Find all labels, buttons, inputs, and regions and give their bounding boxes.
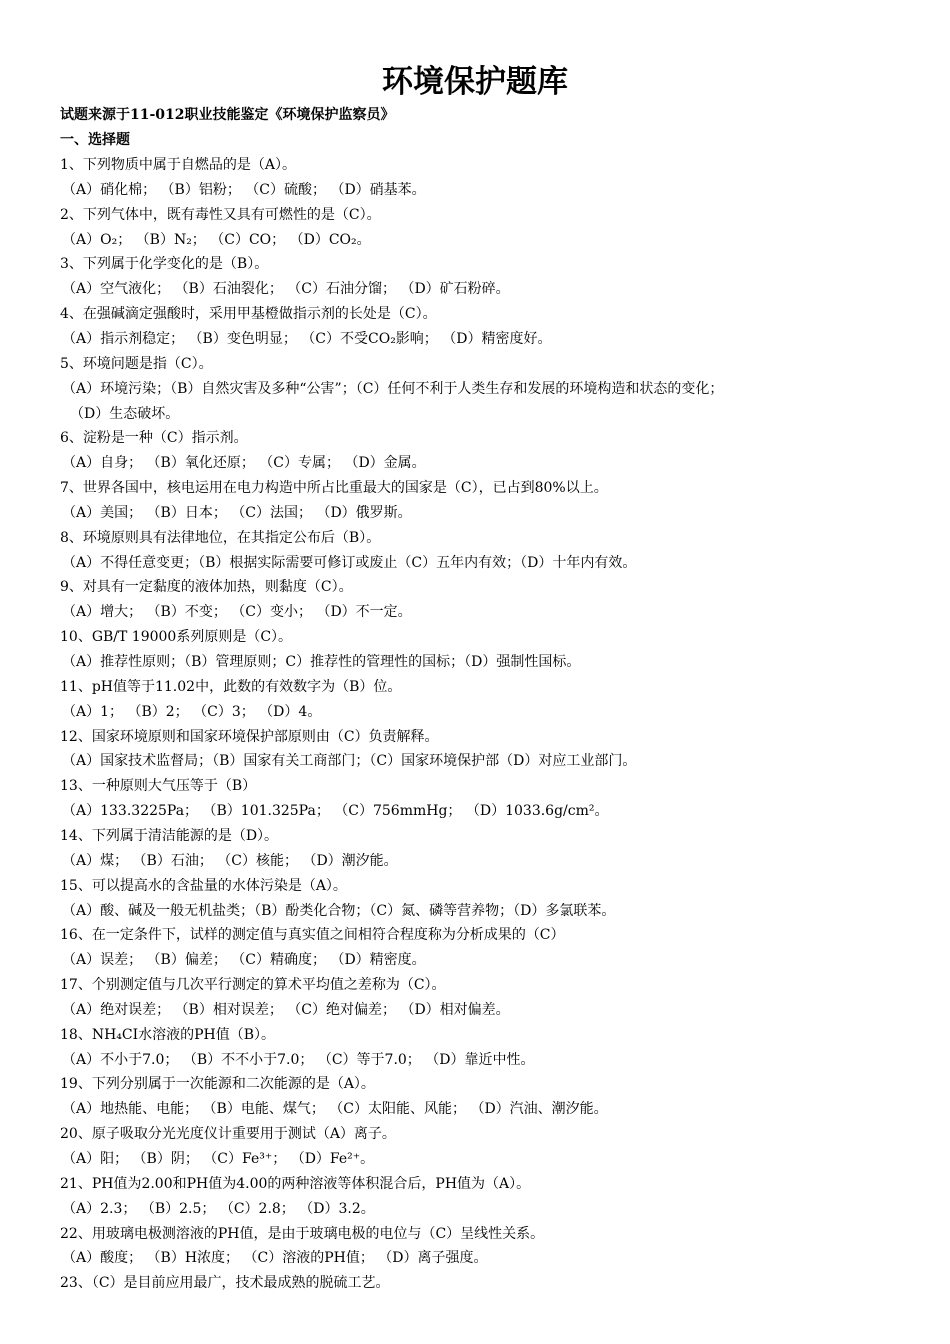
options-line: （A）误差； （B）偏差； （C）精确度； （D）精密度。 xyxy=(62,952,426,969)
question-line: 23、（C）是目前应用最广，技术最成熟的脱硫工艺。 xyxy=(60,1275,390,1292)
options-line: （A）指示剂稳定； （B）变色明显； （C）不受CO₂影响； （D）精密度好。 xyxy=(62,330,552,347)
options-line: （A）自身； （B）氧化还原； （C）专属； （D）金属。 xyxy=(62,455,426,472)
question-line: 21、PH值为2.00和PH值为4.00的两种溶液等体积混合后，PH值为（A）。 xyxy=(60,1175,531,1192)
question-line: 22、用玻璃电极测溶液的PH值，是由于玻璃电极的电位与（C）呈线性关系。 xyxy=(60,1225,545,1242)
question-line: 13、一种原则大气压等于（B） xyxy=(60,778,257,795)
options-line: （A）阳； （B）阴； （C）Fe³⁺； （D）Fe²⁺。 xyxy=(62,1151,375,1167)
source-line: 试题来源于11-012职业技能鉴定《环境保护监察员》 xyxy=(60,107,395,123)
options-line: （A）不小于7.0； （B）不不小于7.0； （C）等于7.0； （D）靠近中性。 xyxy=(62,1051,535,1068)
options-line: （A）不得任意变更；（B）根据实际需要可修订或废止（C）五年内有效；（D）十年内有效。 xyxy=(62,554,637,571)
question-line: 7、世界各国中，核电运用在电力构造中所占比重最大的国家是（C），已占到80%以上。 xyxy=(60,480,608,497)
question-line: 1、下列物质中属于自燃品的是（A）。 xyxy=(60,157,297,173)
question-line: 20、原子吸取分光光度仪计重要用于测试（A）离子。 xyxy=(60,1126,396,1143)
question-line: 9、对具有一定黏度的液体加热，则黏度（C）。 xyxy=(60,579,353,596)
question-line: 12、国家环境原则和国家环境保护部原则由（C）负责解释。 xyxy=(60,728,439,745)
question-line: 8、环境原则具有法律地位，在其指定公布后（B）。 xyxy=(60,529,381,546)
question-line: 16、在一定条件下，试样的测定值与真实值之间相符合程度称为分析成果的（C） xyxy=(60,927,565,944)
question-line: 17、个别测定值与几次平行测定的算术平均值之差称为（C）。 xyxy=(60,977,446,994)
question-line: 19、下列分别属于一次能源和二次能源的是（A）。 xyxy=(60,1076,375,1093)
options-line: （A）地热能、电能； （B）电能、煤气； （C）太阳能、风能； （D）汽油、潮汐能。 xyxy=(62,1101,608,1118)
options-line: （A）133.3225Pa； （B）101.325Pa； （C）756mmHg； （D）1033.6g/cm²。 xyxy=(62,803,609,820)
options-line: （A）2.3； （B）2.5； （C）2.8； （D）3.2。 xyxy=(62,1200,375,1217)
options-line: （A）增大； （B）不变； （C）变小； （D）不一定。 xyxy=(62,604,412,621)
question-line: 11、pH值等于11.02中，此数的有效数字为（B）位。 xyxy=(60,678,402,695)
question-line: 2、下列气体中，既有毒性又具有可燃性的是（C）。 xyxy=(60,206,381,223)
question-line: 5、环境问题是指（C）。 xyxy=(60,355,213,372)
options-line: （A）绝对误差； （B）相对误差； （C）绝对偏差； （D）相对偏差。 xyxy=(62,1001,510,1018)
page-title: 环境保护题库 xyxy=(382,64,568,100)
question-line: 15、可以提高水的含盐量的水体污染是（A）。 xyxy=(60,877,347,894)
options-line: （A）煤； （B）石油； （C）核能； （D）潮汐能。 xyxy=(62,852,398,869)
question-line: 10、GB/T 19000系列原则是（C）。 xyxy=(60,629,293,646)
question-line: 4、在强碱滴定强酸时，采用甲基橙做指示剂的长处是（C）。 xyxy=(60,306,437,323)
options-line: （A）空气液化； （B）石油裂化； （C）石油分馏； （D）矿石粉碎。 xyxy=(62,281,510,298)
options-line: （A）推荐性原则；（B）管理原则；C）推荐性的管理性的国标；（D）强制性国标。 xyxy=(62,654,581,670)
options-line: （A）硝化棉； （B）铝粉； （C）硫酸； （D）硝基苯。 xyxy=(62,181,426,198)
question-line: 3、下列属于化学变化的是（B）。 xyxy=(60,256,269,273)
options-line: （A）环境污染；（B）自然灾害及多种“公害”；（C）任何不利于人类生存和发展的环境构造和状态的变化； xyxy=(62,380,724,397)
section-heading: 一、选择题 xyxy=(60,132,130,148)
options-line: （A）国家技术监督局；（B）国家有关工商部门；（C）国家环境保护部（D）对应工业部门。 xyxy=(62,753,637,770)
options-line: （D）生态破坏。 xyxy=(70,405,180,422)
question-line: 14、下列属于清洁能源的是（D）。 xyxy=(60,827,279,844)
options-line: （A）O₂； （B）N₂； （C）CO； （D）CO₂。 xyxy=(62,231,371,248)
question-line: 6、淀粉是一种（C）指示剂。 xyxy=(60,430,248,447)
options-line: （A）酸度； （B）H浓度； （C）溶液的PH值； （D）离子强度。 xyxy=(62,1250,488,1267)
options-line: （A）美国； （B）日本； （C）法国； （D）俄罗斯。 xyxy=(62,504,412,521)
options-line: （A）酸、碱及一般无机盐类；（B）酚类化合物；（C）氮、磷等营养物；（D）多氯联苯。 xyxy=(62,902,616,919)
options-line: （A）1； （B）2； （C）3； （D）4。 xyxy=(62,703,322,720)
question-line: 18、NH₄CI水溶液的PH值（B）。 xyxy=(60,1026,276,1043)
